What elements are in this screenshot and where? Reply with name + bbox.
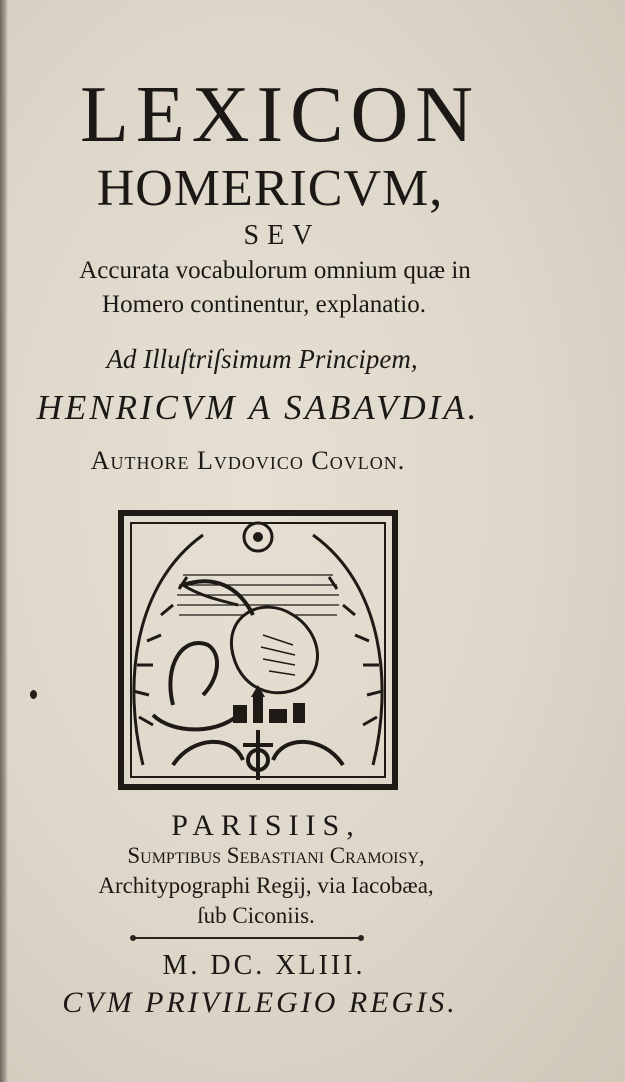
place-of-publication: PARISIIS, — [171, 809, 361, 842]
author-line: Authore Lvdovico Covlon. — [90, 446, 406, 475]
conjunction-text: SEV — [243, 220, 321, 251]
pelican-vignette — [113, 505, 403, 795]
book-subtitle: HOMERICVM, — [96, 160, 444, 217]
ink-spot — [30, 690, 37, 699]
royal-privilege: CVM PRIVILEGIO REGIS. — [62, 986, 458, 1019]
imprint-line-1: Sumptibus Sebastiani Cramoisy, — [127, 843, 425, 868]
book-title: LEXICON — [79, 71, 481, 159]
imprint-line-2: Architypographi Regij, via Iacobæa, — [98, 873, 434, 898]
publication-year: M. DC. XLIII. — [162, 950, 366, 981]
description-line-1: Accurata vocabulorum omnium quæ in — [79, 257, 471, 284]
dedication-line-1: Ad Illuſtriſsimum Principem, — [106, 344, 418, 374]
imprint-line-3: ſub Ciconiis. — [197, 903, 315, 928]
dedication-line-2: HENRICVM A SABAVDIA. — [36, 388, 480, 427]
description-line-2: Homero continentur, explanatio. — [102, 291, 426, 318]
divider-rule — [133, 937, 361, 939]
